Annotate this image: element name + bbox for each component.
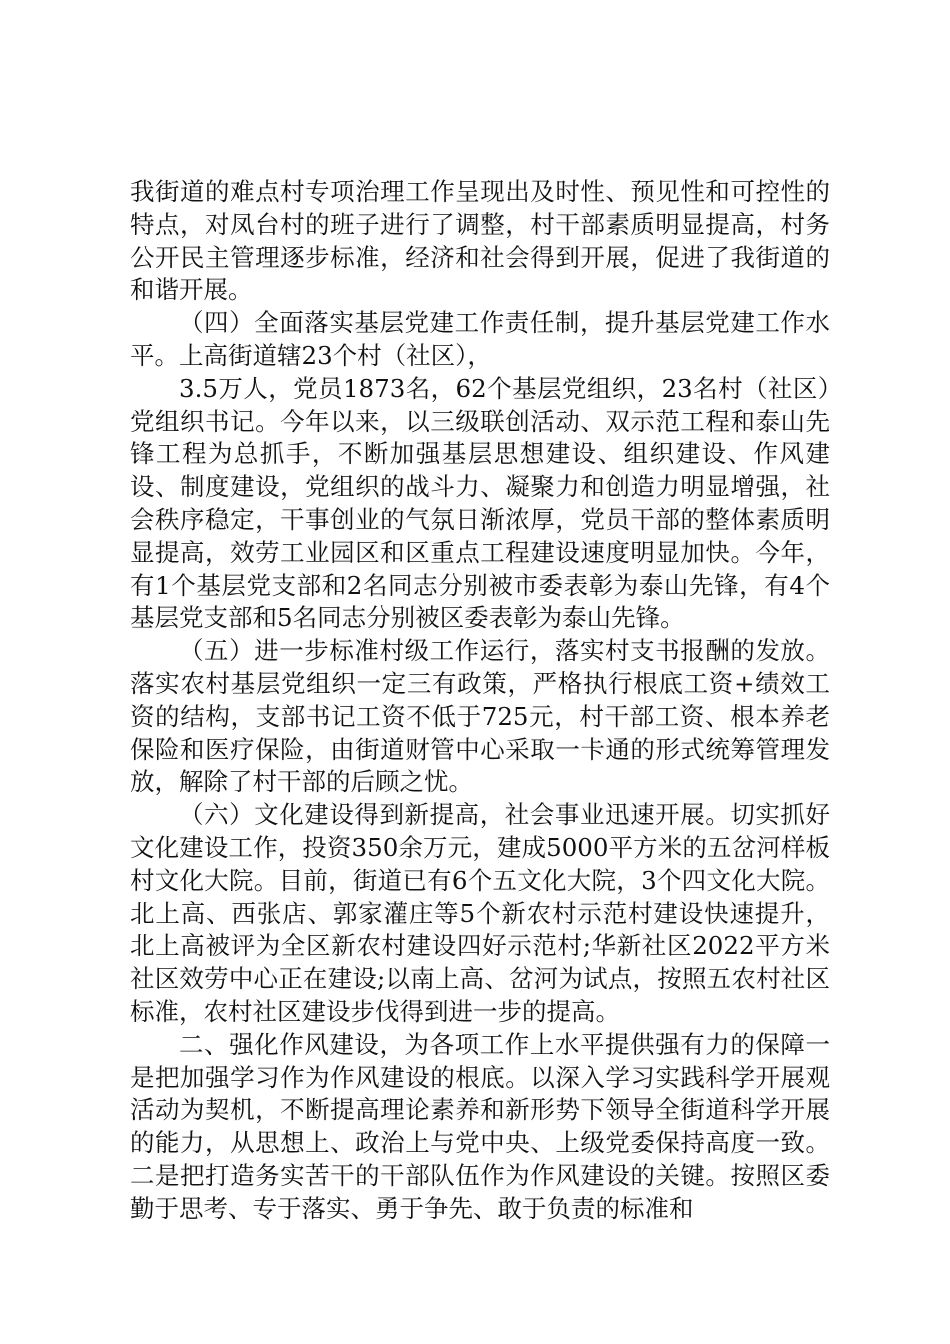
paragraph-section-4: （四）全面落实基层党建工作责任制，提升基层党建工作水平。上高街道辖23个村（社区）， [130, 308, 830, 370]
paragraph-section-5: （五）进一步标准村级工作运行，落实村支书报酬的发放。落实农村基层党组织一定三有政策，严格执行根底工资+绩效工资的结构，支部书记工资不低于725元，村干部工资、根本养老保险和医疗保险，由街道财管中心采取一卡通的形式统筹管理发放，解除了村干部的后顾之忧。 [130, 636, 830, 797]
paragraph-party-stats: 3.5万人，党员1873名，62个基层党组织，23名村（社区）党组织书记。今年以来，以三级联创活动、双示范工程和泰山先锋工程为总抓手，不断加强基层思想建设、组织建设、作风建设、制度建设，党组织的战斗力、凝聚力和创造力明显增强，社会秩序稳定，干事创业的气氛日渐浓厚，党员干部的整体素质明显提高，效劳工业园区和区重点工程建设速度明显加快。今年，有1个基层党支部和2名同志分别被市委表彰为泰山先锋，有4个基层党支部和5名同志分别被区委表彰为泰山先锋。 [130, 373, 830, 633]
paragraph-section-6: （六）文化建设得到新提高，社会事业迅速开展。切实抓好文化建设工作，投资350余万元，建成5000平方米的五岔河样板村文化大院。目前，街道已有6个五文化大院，3个四文化大院。北上高、西张店、郭家灌庄等5个新农村示范村建设快速提升，北上高被评为全区新农村建设四好示范村;华新社区2022平方米社区效劳中心正在建设;以南上高、岔河为试点，按照五农村社区标准，农村社区建设步伐得到进一步的提高。 [130, 800, 830, 1026]
paragraph-continuation: 我街道的难点村专项治理工作呈现出及时性、预见性和可控性的特点，对凤台村的班子进行了调整，村干部素质明显提高，村务公开民主管理逐步标准，经济和社会得到开展，促进了我街道的和谐开展。 [130, 177, 830, 305]
document-page [130, 176, 830, 1226]
paragraph-part-2: 二、强化作风建设，为各项工作上水平提供强有力的保障一是把加强学习作为作风建设的根底。以深入学习实践科学开展观活动为契机，不断提高理论素养和新形势下领导全街道科学开展的能力，从思想上、政治上与党中央、上级党委保持高度一致。二是把打造务实苦干的干部队伍作为作风建设的关键。按照区委勤于思考、专于落实、勇于争先、敢于负责的标准和 [130, 1029, 830, 1223]
